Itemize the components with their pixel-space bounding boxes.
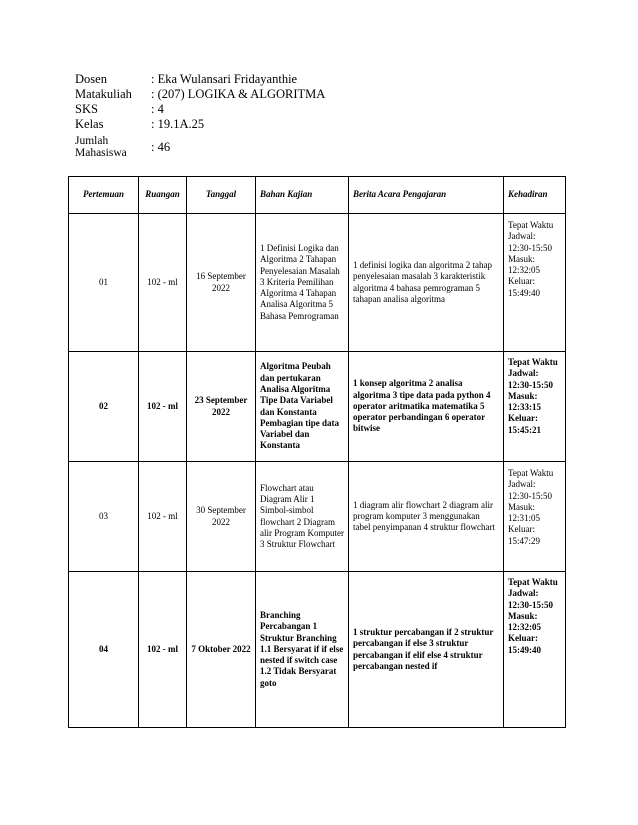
cell-berita-acara: 1 diagram alir flowchart 2 diagram alir program komputer 3 menggunakan tabel penyimpanan 4 struktur flowchart: [349, 462, 504, 572]
cell-berita-acara: 1 definisi logika dan algoritma 2 tahap penyelesaian masalah 3 karakteristik algoritma 4 bahasa pemrograman 5 tahapan analisa algoritma: [349, 214, 504, 352]
cell-pertemuan: 02: [69, 352, 139, 462]
sks-label: SKS: [75, 102, 98, 116]
table-row: [69, 572, 566, 728]
cell-ruangan: 102 - ml: [139, 214, 187, 352]
dosen-label: Dosen: [75, 72, 107, 86]
kelas-label: Kelas: [75, 117, 104, 131]
course-info: [75, 72, 575, 159]
cell-kehadiran: Tepat Waktu Jadwal: 12:30-15:50 Masuk: 12:32:05 Keluar: 15:49:40: [504, 572, 566, 728]
cell-bahan-kajian: 1 Definisi Logika dan Algoritma 2 Tahapan Penyelesaian Masalah 3 Kriteria Pemilihan Algoritma 4 Tahapan Analisa Algoritma 5 Bahasa Pemrograman: [256, 214, 349, 352]
info-row-jumlah: [75, 135, 575, 159]
cell-pertemuan: 04: [69, 572, 139, 728]
cell-berita-acara: 1 struktur percabangan if 2 struktur percabangan if else 3 struktur percabangan if elif else 4 struktur percabangan nested if: [349, 572, 504, 728]
cell-tanggal: 16 September 2022: [187, 214, 256, 352]
cell-kehadiran: Tepat Waktu Jadwal: 12:30-15:50 Masuk: 12:33:15 Keluar: 15:45:21: [504, 352, 566, 462]
sks-value: : 4: [151, 102, 164, 116]
cell-berita-acara: 1 konsep algoritma 2 analisa algoritma 3 tipe data pada python 4 operator aritmatika matematika 5 operator perbandingan 6 operator bitwise: [349, 352, 504, 462]
info-row-sks: [75, 102, 575, 117]
cell-bahan-kajian: Algoritma Peubah dan pertukaran Analisa Algoritma Tipe Data Variabel dan Konstanta Pembagian tipe data Variabel dan Konstanta: [256, 352, 349, 462]
table-header-row: [69, 177, 566, 214]
header-berita-acara: Berita Acara Pengajaran: [349, 177, 504, 214]
header-tanggal: Tanggal: [187, 177, 256, 214]
dosen-value: : Eka Wulansari Fridayanthie: [151, 72, 298, 86]
jumlah-label: [75, 135, 149, 159]
cell-tanggal: 30 September 2022: [187, 462, 256, 572]
info-row-kelas: [75, 117, 575, 132]
jumlah-label-line1: Jumlah: [75, 135, 109, 147]
info-row-matakuliah: [75, 87, 575, 102]
table-row: [69, 462, 566, 572]
jumlah-value: : 46: [151, 139, 171, 154]
info-row-dosen: [75, 72, 575, 87]
header-kehadiran: Kehadiran: [504, 177, 566, 214]
attendance-table: [68, 176, 566, 728]
cell-kehadiran: Tepat Waktu Jadwal: 12:30-15:50 Masuk: 12:31:05 Keluar: 15:47:29: [504, 462, 566, 572]
header-ruangan: Ruangan: [139, 177, 187, 214]
cell-ruangan: 102 - ml: [139, 462, 187, 572]
table-row: [69, 214, 566, 352]
jumlah-label-line2: Mahasiswa: [75, 147, 127, 159]
matakuliah-value: : (207) LOGIKA & ALGORITMA: [151, 87, 326, 101]
cell-ruangan: 102 - ml: [139, 352, 187, 462]
cell-pertemuan: 01: [69, 214, 139, 352]
cell-bahan-kajian: Branching Percabangan 1 Struktur Branching 1.1 Bersyarat if if else nested if switch case 1.2 Tidak Bersyarat goto: [256, 572, 349, 728]
header-bahan-kajian: Bahan Kajian: [256, 177, 349, 214]
matakuliah-label: Matakuliah: [75, 87, 132, 101]
cell-bahan-kajian: Flowchart atau Diagram Alir 1 Simbol-simbol flowchart 2 Diagram alir Program Komputer 3 Struktur Flowchart: [256, 462, 349, 572]
cell-tanggal: 23 September 2022: [187, 352, 256, 462]
kelas-value: : 19.1A.25: [151, 117, 205, 131]
cell-tanggal: 7 Oktober 2022: [187, 572, 256, 728]
cell-pertemuan: 03: [69, 462, 139, 572]
table-row: [69, 352, 566, 462]
cell-ruangan: 102 - ml: [139, 572, 187, 728]
cell-kehadiran: Tepat Waktu Jadwal: 12:30-15:50 Masuk: 12:32:05 Keluar: 15:49:40: [504, 214, 566, 352]
header-pertemuan: Pertemuan: [69, 177, 139, 214]
